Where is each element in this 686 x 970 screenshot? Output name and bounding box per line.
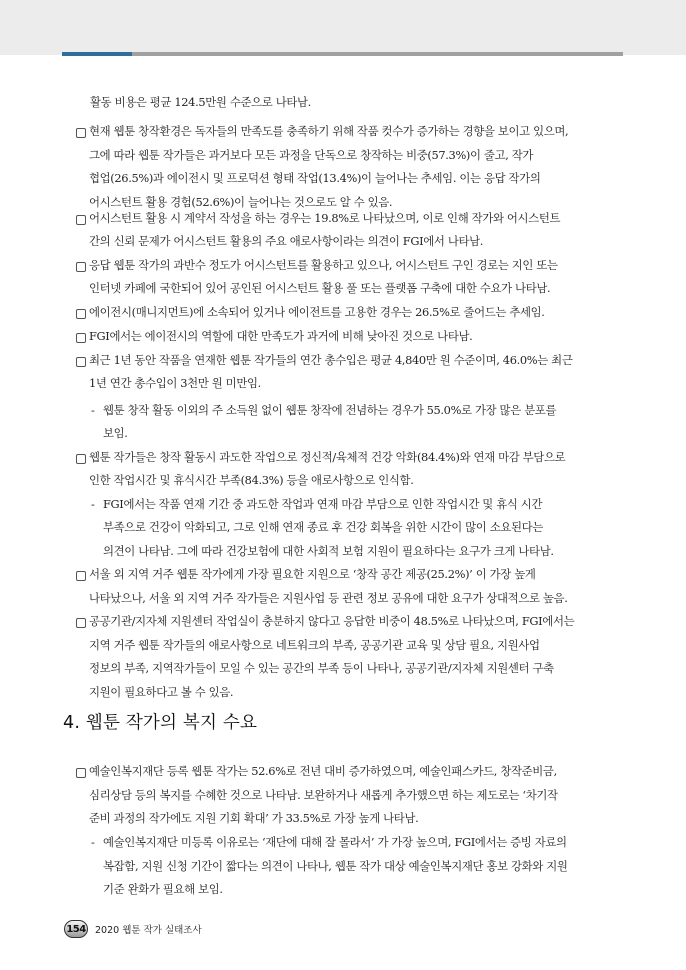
checkbox-bullet-icon: [76, 333, 86, 343]
checkbox-bullet-icon: [76, 128, 86, 138]
paragraph-line: 의견이 나타남. 그에 따라 건강보험에 대한 사회적 보험 지원이 필요하다는 요구가 크게 나타남.: [103, 544, 554, 558]
paragraph-line: 나타났으나, 서울 외 지역 거주 작가들은 지원사업 등 관련 정보 공유에 대한 요구가 상대적으로 높음.: [89, 591, 568, 605]
checkbox-bullet-icon: [76, 618, 86, 628]
checkbox-bullet-icon: [76, 454, 86, 464]
paragraph-line: 공공기관/지자체 지원센터 작업실이 충분하지 않다고 응답한 비중이 48.5%로 나타났으며, FGI에서는: [89, 614, 575, 628]
paragraph-line: 현재 웹툰 창작환경은 독자들의 만족도를 충족하기 위해 작품 컷수가 증가하는 경향을 보이고 있으며,: [89, 124, 569, 138]
checkbox-bullet-icon: [76, 357, 86, 367]
paragraph-line: 보임.: [103, 426, 128, 440]
page-footer: [64, 919, 202, 939]
header-rule-accent: [62, 52, 132, 56]
paragraph-line: 지원이 필요하다고 볼 수 있음.: [89, 685, 234, 699]
checkbox-bullet-icon: [76, 309, 86, 319]
paragraph-line: 간의 신뢰 문제가 어시스턴트 활용의 주요 애로사항이라는 의견이 FGI에서 나타남.: [89, 234, 484, 248]
paragraph-line: 최근 1년 동안 작품을 연재한 웹툰 작가들의 연간 총수입은 평균 4,840만 원 수준이며, 46.0%는 최근: [89, 353, 573, 367]
header-band: [0, 0, 686, 55]
checkbox-bullet-icon: [76, 215, 86, 225]
paragraph-line: 인터넷 카페에 국한되어 있어 공인된 어시스턴트 활용 풀 또는 플랫폼 구축에 대한 수요가 나타남.: [89, 281, 551, 295]
paragraph-line: 웹툰 창작 활동 이외의 주 소득원 없이 웹툰 창작에 전념하는 경우가 55.0%로 가장 많은 분포를: [103, 403, 557, 417]
paragraph-line: 어시스턴트 활용 경험(52.6%)이 늘어나는 것으로도 알 수 있음.: [89, 195, 393, 209]
paragraph-line: 정보의 부족, 지역작가들이 모일 수 있는 공간의 부족 등이 나타나, 공공기관/지자체 지원센터 구축: [89, 661, 554, 675]
paragraph-line: 1년 연간 총수입이 3천만 원 미만임.: [89, 376, 261, 390]
paragraph-line: 서울 외 지역 거주 웹툰 작가에게 가장 필요한 지원으로 ‘창작 공간 제공(25.2%)’ 이 가장 높게: [89, 567, 536, 581]
paragraph-line: 협업(26.5%)과 에이전시 및 프로덕션 형태 작업(13.4%)이 늘어나는 추세임. 이는 응답 작가의: [89, 171, 541, 185]
paragraph-line: 준비 과정의 작가에도 지원 기회 확대’ 가 33.5%로 가장 높게 나타남.: [89, 811, 419, 825]
checkbox-bullet-icon: [76, 571, 86, 581]
header-rule: [62, 52, 623, 56]
paragraph-line: 인한 작업시간 및 휴식시간 부족(84.3%) 등을 애로사항으로 인식함.: [89, 473, 414, 487]
paragraph-line: 지역 거주 웹툰 작가들의 애로사항으로 네트워크의 부족, 공공기관 교육 및 상담 필요, 지원사업: [89, 638, 540, 652]
paragraph-line: 웹툰 작가들은 창작 활동시 과도한 작업으로 정신적/육체적 건강 악화(84.4%)와 연재 마감 부담으로: [89, 450, 566, 464]
paragraph-line: 복잡함, 지원 신청 기간이 짧다는 의견이 나타나, 웹툰 작가 대상 예술인복지재단 홍보 강화와 지원: [103, 859, 568, 873]
paragraph-line: 기준 완화가 필요해 보임.: [103, 882, 223, 896]
checkbox-bullet-icon: [76, 262, 86, 272]
section-heading: 4. 웹툰 작가의 복지 수요: [63, 713, 258, 733]
dash-bullet-icon: -: [91, 403, 95, 417]
dash-bullet-icon: -: [91, 835, 95, 849]
paragraph-line: FGI에서는 에이전시의 역할에 대한 만족도가 과거에 비해 낮아진 것으로 나타남.: [89, 329, 473, 343]
paragraph-line: 부족으로 건강이 악화되고, 그로 인해 연재 종료 후 건강 회복을 위한 시간이 많이 소요된다는: [103, 520, 543, 534]
paragraph-line: 심리상담 등의 복지를 수혜한 것으로 나타남. 보완하거나 새롭게 추가했으면 하는 제도로는 ‘차기작: [89, 788, 558, 802]
paragraph-line: 어시스턴트 활용 시 계약서 작성을 하는 경우는 19.8%로 나타났으며, 이로 인해 작가와 어시스턴트: [89, 211, 561, 225]
paragraph-line: 응답 웹툰 작가의 과반수 정도가 어시스턴트를 활용하고 있으나, 어시스턴트 구인 경로는 지인 또는: [89, 258, 558, 272]
page-number-badge: 154: [64, 920, 88, 938]
paragraph-line: 그에 따라 웹툰 작가들은 과거보다 모든 과정을 단독으로 창작하는 비중(57.3%)이 줄고, 작가: [89, 148, 534, 162]
paragraph-line: 활동 비용은 평균 124.5만원 수준으로 나타남.: [90, 95, 311, 109]
checkbox-bullet-icon: [76, 768, 86, 778]
paragraph-line: 에이전시(매니지먼트)에 소속되어 있거나 에이전트를 고용한 경우는 26.5%로 줄어드는 추세임.: [89, 305, 545, 319]
document-title: 2020 웹툰 작가 실태조사: [95, 925, 202, 936]
paragraph-line: FGI에서는 작품 연재 기간 중 과도한 작업과 연재 마감 부담으로 인한 작업시간 및 휴식 시간: [103, 497, 543, 511]
dash-bullet-icon: -: [91, 497, 95, 511]
paragraph-line: 예술인복지재단 미등록 이유로는 ‘재단에 대해 잘 몰라서’ 가 가장 높으며, FGI에서는 증빙 자료의: [103, 835, 567, 849]
paragraph-line: 예술인복지재단 등록 웹툰 작가는 52.6%로 전년 대비 증가하였으며, 예술인패스카드, 창작준비금,: [89, 764, 557, 778]
